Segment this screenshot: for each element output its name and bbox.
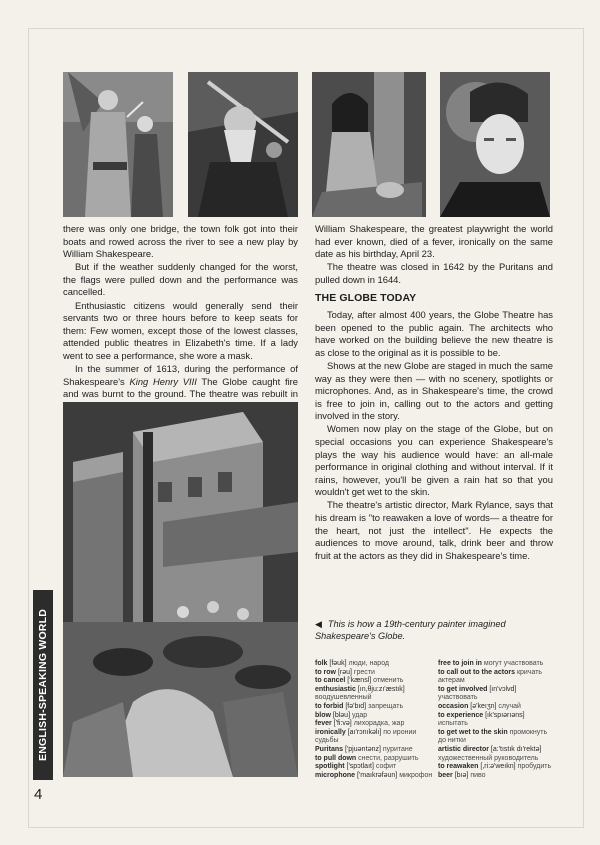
glossary-entry: fever ['fi:və] лихорадка, жар: [315, 720, 405, 728]
glossary-entry: to row [rəu] грести: [315, 668, 375, 676]
glossary-entry: to get involved [ın'vɔlvd] участвовать: [438, 685, 517, 702]
photo-portrait: [440, 72, 550, 217]
glossary-entry: microphone ['maıkrəfəun] микрофон: [315, 771, 433, 779]
glossary-entry: to reawaken [,ri:ə'weıkn] пробудить: [438, 763, 552, 771]
glossary-entry: Puritans ['pjuərıtənz] пуритане: [315, 745, 413, 753]
paragraph: The theatre's artistic director, Mark Rylance, says that his dream is "to reawaken a love of words— a theatre for the heart, not just the intellect". He expects the audiences to move around, talk, drink beer and throw fruit at the actors as they did in Shakespeare's time.: [315, 499, 553, 561]
glossary-entry: to pull down снести, разрушить: [315, 754, 419, 762]
glossary-entry: beer [bıə] пиво: [438, 771, 486, 779]
painting-caption: [315, 618, 555, 642]
left-column-text: [63, 223, 298, 414]
glossary-entry: free to join in могут участвовать: [438, 660, 544, 667]
glossary-entry: to forbid [fə'bıd] запрещать: [315, 702, 404, 710]
page-number: 4: [34, 786, 43, 803]
paragraph: Enthusiastic citizens would generally send their servants two or three hours before to keep seats for them: Few women, except those of the lowest classes, attended public theatres in Elizabeth's time. If a lady went to see a performance, she wore a mask.: [63, 299, 298, 361]
glossary-entry: folk [fəuk] люди, народ: [315, 660, 390, 667]
caption-text: This is how a 19th-century painter imagined Shakespeare's Globe.: [315, 619, 506, 641]
photo-soldiers: [63, 72, 173, 217]
section-title: THE GLOBE TODAY: [315, 292, 417, 305]
glossary-entry: to experience [ık'spıərıəns] испытать: [438, 711, 525, 728]
paragraph: In the summer of 1613, during the performance of Shakespeare's King Henry VIII The Globe caught fire and was burnt to the ground. The theatre was rebuilt in: [63, 363, 298, 400]
glossary-entry: ironically [aı'rɔnıkəlı] по иронии судьбы: [315, 728, 417, 745]
glossary-entry: to cancel ['kænsl] отменить: [315, 677, 404, 685]
paragraph: there was only one bridge, the town folk got into their boats and rowed across the river to see a new play by William Shakespeare.: [63, 223, 298, 260]
left-arrow-icon: ◀: [315, 619, 322, 629]
section-side-tab: [33, 590, 53, 780]
glossary-entry: occasion [ə'keıʒn] случай: [438, 702, 521, 710]
glossary-entry: spotlight ['spɔtlaıt] софит: [315, 763, 397, 771]
paragraph: Today, after almost 400 years, the Globe Theatre has been opened to the public again. The architects who have worked on the building believe the new theatre is as close to the original as it is possible to be.: [315, 309, 553, 358]
glossary-entry: enthusiastic [ın,θju:zı'æstık] воодушевленный: [315, 685, 405, 702]
glossary-right: [438, 660, 556, 780]
glossary-entry: artistic director [a:'tıstık dı'rektə] художественный руководитель: [438, 745, 542, 762]
glossary-left: [315, 660, 433, 780]
globe-painting: [63, 402, 298, 777]
paragraph: The theatre was closed in 1642 by the Puritans and pulled down in 1644.: [315, 261, 553, 285]
glossary-entry: blow [bləu] удар: [315, 711, 368, 719]
photo-bearded-man: [188, 72, 298, 217]
paragraph: Women now play on the stage of the Globe, but on special occasions you can experience Shakespeare's plays the way his audience would have: an all-male performance in original clothing and without interval. If it rains, however, you'll be given a rain hat so that you wouldn't get wet to the skin.: [315, 423, 553, 498]
paragraph: Shows at the new Globe are staged in much the same way as they were then — with no scenery, spotlights or microphones. And, as in Shakespeare's time, the crowd is free to join in, calling out to the actors and getting involved in the story.: [315, 359, 553, 422]
side-tab-label: ENGLISH-SPEAKING WORLD: [37, 609, 49, 761]
paragraph: But if the weather suddenly changed for the worst, the flags were pulled down and the performance was cancelled.: [63, 261, 298, 298]
paragraph: William Shakespeare, the greatest playwright the world had ever known, died of a fever, ironically on the same date as his birthday, April 23.: [315, 223, 553, 260]
glossary-entry: to get wet to the skin промокнуть до нитки: [438, 728, 548, 745]
photo-juliet: [312, 72, 426, 217]
glossary-entry: to call out to the actors кричать актерам: [438, 668, 543, 685]
right-column-text: [315, 223, 553, 563]
